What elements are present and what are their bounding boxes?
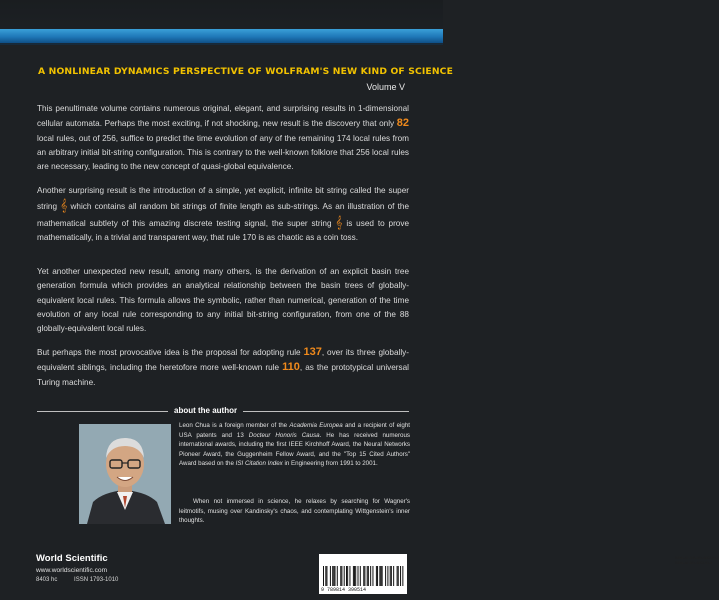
isbn-13: ISBN-13 978-981-4390-51-4	[675, 556, 719, 560]
about-heading: about the author	[168, 406, 243, 415]
paragraph-3: Yet another unexpected new result, among many others, is the derivation of an explicit basin tree generation formula which provides an analytical relationship between the basin trees of globally-equivalent local rules. This formula allows the symbolic, rather than numerical, generation of the time evolution of any local rule corresponding to any initial bit-string configuration, from one of the 88 globally-equivalent local rules.	[37, 267, 409, 334]
paragraph-1	[37, 102, 409, 174]
publisher-name: World Scientific	[36, 553, 108, 564]
bio-italic: Docteur Honoris Causa	[248, 431, 320, 439]
highlight-82: 82	[396, 117, 409, 130]
p4-text-a: But perhaps the most provocative idea is the proposal for adopting rule	[37, 348, 304, 357]
bio-text: . He has received numerous international awards, including the first IEEE Kirchhoff Award, the Neural Networks Pioneer Award, the Guggenheim Fellow Award, and the "Top 15 Cited Authors" Award based on the	[179, 431, 411, 468]
p2-text-a: Another surprising result is the introduction of a simple, yet explicit, infinite bit string called the super string	[37, 186, 409, 212]
bio-text: in Engineering from 1991 to 2001.	[282, 460, 378, 468]
p4-text-b: , over its three globally-equivalent siblings, including the heretofore more well-known rule	[37, 348, 409, 373]
volume-label: Volume V	[366, 82, 405, 92]
super-string-symbol-icon: 𝄞	[60, 198, 68, 213]
product-code: 8403 hc	[36, 577, 58, 583]
author-bio-hobbies: When not immersed in science, he relaxes by searching for Wagner's leitmotifs, musing over Kandinsky's chaos, and contemplating Wittgenstein's inner thoughts.	[179, 498, 410, 525]
p1-text-b: local rules, out of 256, suffice to predict the time evolution of any of the remaining 174 local rules from an arbitrary initial bit-string configuration. This is contrary to the well-known folklore that 256 local rules are necessary, leading to the new concept of quasi-global equivalence.	[37, 133, 409, 172]
p4-text-c: , as the prototypical universal Turing machine.	[37, 363, 410, 387]
p2-text-c: is used to prove mathematically, in a trivial and transparent way, that rule 170 is as chaotic as a coin toss.	[37, 218, 409, 242]
p1-text-a: This penultimate volume contains numerous original, elegant, and surprising results in 1-dimensional cellular automata. Perhaps the most exciting, if not shocking, new result is the discovery that only	[37, 104, 409, 129]
bio-text: and a recipient of eight USA patents and 13	[179, 422, 410, 439]
bio-italic: ISI Citation Index	[235, 460, 283, 468]
author-photo	[79, 424, 171, 524]
paragraph-4	[37, 345, 409, 390]
super-string-symbol-icon: 𝄞	[335, 214, 343, 229]
highlight-137: 137	[303, 346, 322, 358]
bio-text: Leon Chua is a foreign member of the	[179, 422, 290, 429]
issn: ISSN 1793-1010	[74, 577, 119, 583]
paragraph-2	[37, 184, 409, 245]
book-title: A NONLINEAR DYNAMICS PERSPECTIVE OF WOLFRAM'S NEW KIND OF SCIENCE	[38, 66, 454, 77]
author-bio	[179, 421, 410, 469]
isbn-10: ISBN-10 981-4390-51-6	[675, 561, 713, 565]
p2-text-b: which contains all random bit strings of finite length as sub-strings. As an illustration of the mathematical subtlety of this amazing discrete testing signal, the super string	[37, 202, 409, 228]
blue-stripe	[0, 29, 443, 43]
bio-italic: Academia Europea	[289, 422, 343, 429]
publisher-codes	[36, 577, 118, 583]
publisher-url[interactable]: www.worldscientific.com	[36, 567, 108, 574]
highlight-110: 110	[282, 361, 300, 374]
barcode-number: 9 789814 390514	[321, 587, 367, 593]
